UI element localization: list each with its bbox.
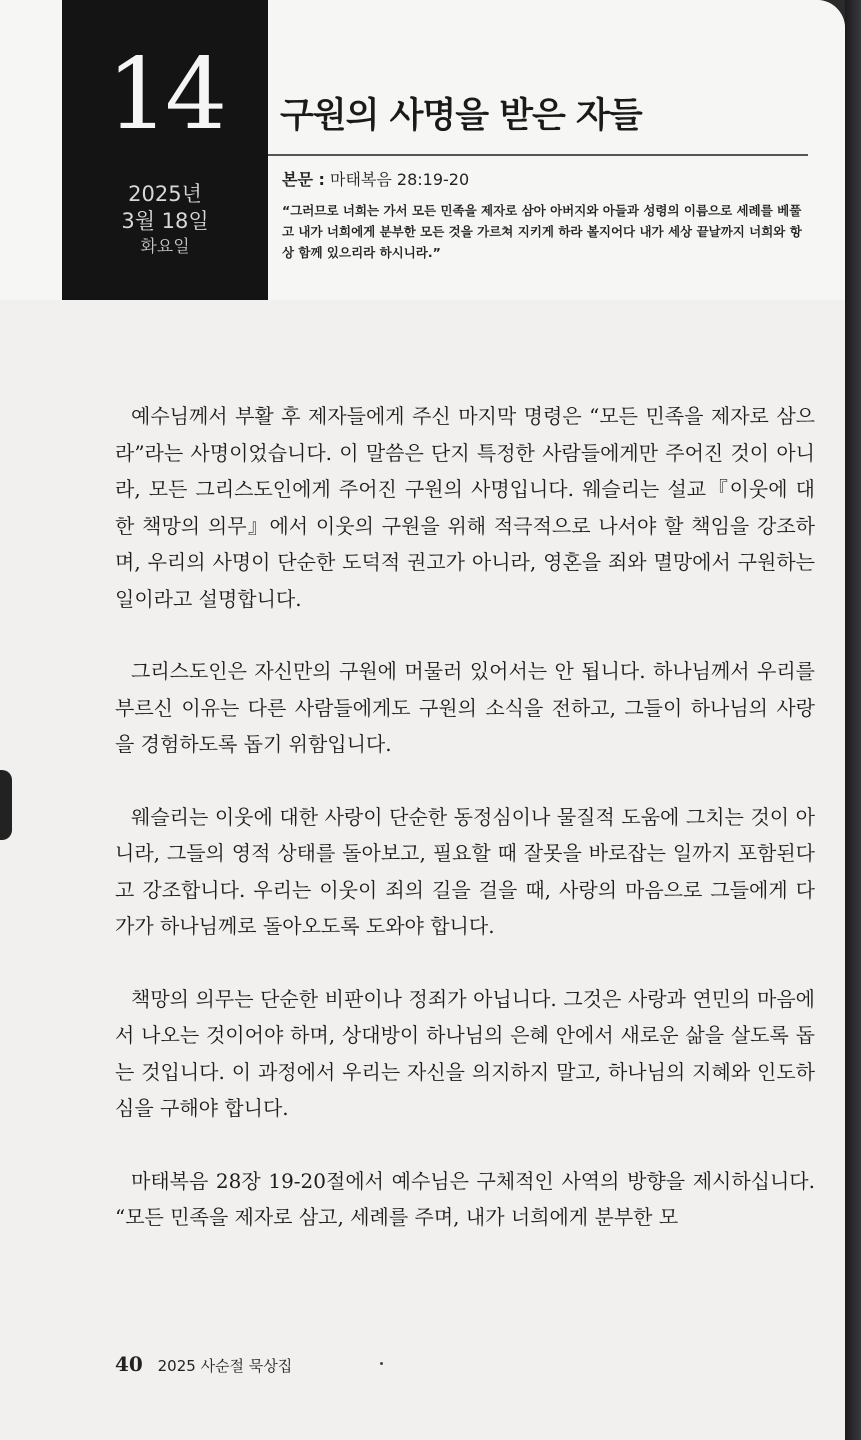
paragraph: 예수님께서 부활 후 제자들에게 주신 마지막 명령은 “모든 민족을 제자로 삼으라”라는 사명이었습니다. 이 말씀은 단지 특정한 사람들에게만 주어진 것이 아니라, 모든 그리스도인에게 주어진 구원의 사명입니다. 웨슬리는 설교『이웃에 대한 책망의 의무』에서 이웃의 구원을 위해 적극적으로 나서야 할 책임을 강조하며, 우리의 사명이 단순한 도덕적 권고가 아니라, 영혼을 죄와 멸망에서 구원하는 일이라고 설명합니다.: [115, 404, 815, 611]
chapter-number: 14: [106, 38, 224, 152]
paragraph: 웨슬리는 이웃에 대한 사랑이 단순한 동정심이나 물질적 도움에 그치는 것이 아니라, 그들의 영적 상태를 돌아보고, 필요할 때 잘못을 바로잡는 일까지 포함된다고 강조합니다. 우리는 이웃이 죄의 길을 걸을 때, 사랑의 마음으로 그들에게 다가가 하나님께로 돌아오도록 도와야 합니다.: [115, 804, 815, 938]
date-year: 2025년: [128, 182, 202, 206]
chapter-box: [62, 0, 268, 300]
decorative-dot: [380, 1362, 383, 1365]
book-title: 2025 사순절 묵상집: [157, 1357, 293, 1375]
scripture-ref: 마태복음 28:19-20: [329, 170, 470, 189]
paragraph: 마태복음 28장 19-20절에서 예수님은 구체적인 사역의 방향을 제시하십니다. “모든 민족을 제자로 삼고, 세례를 주며, 내가 너희에게 분부한 모: [115, 1168, 815, 1229]
page-footer: [115, 1352, 292, 1376]
body-text: [115, 398, 815, 1272]
scripture-reference: [282, 167, 469, 190]
title-divider: [268, 154, 808, 156]
scripture-quote: “그러므로 너희는 가서 모든 민족을 제자로 삼아 아버지와 아들과 성령의 이름으로 세례를 베풀고 내가 너희에게 분부한 모든 것을 가르쳐 지키게 하라 볼지어다 내가 세상 끝날까지 너희와 항상 함께 있으리라 하시니라.”: [282, 203, 802, 260]
page-number: 40: [115, 1352, 143, 1376]
paragraph: 책망의 의무는 단순한 비판이나 정죄가 아닙니다. 그것은 사랑과 연민의 마음에서 나오는 것이어야 하며, 상대방이 하나님의 은혜 안에서 새로운 삶을 살도록 돕는 것입니다. 이 과정에서 우리는 자신을 의지하지 말고, 하나님의 지혜와 인도하심을 구해야 합니다.: [115, 986, 815, 1120]
page-edge: [845, 0, 861, 1440]
date-month-day: 3월 18일: [121, 209, 209, 233]
paragraph: 그리스도인은 자신만의 구원에 머물러 있어서는 안 됩니다. 하나님께서 우리를 부르신 이유는 다른 사람들에게도 구원의 소식을 전하고, 그들이 하나님의 사랑을 경험하도록 돕기 위함입니다.: [115, 659, 815, 756]
scripture-label: 본문 :: [282, 170, 325, 189]
page-title: 구원의 사명을 받은 자들: [280, 96, 642, 136]
binding-shadow: [0, 770, 12, 840]
date-weekday: 화요일: [140, 237, 190, 257]
